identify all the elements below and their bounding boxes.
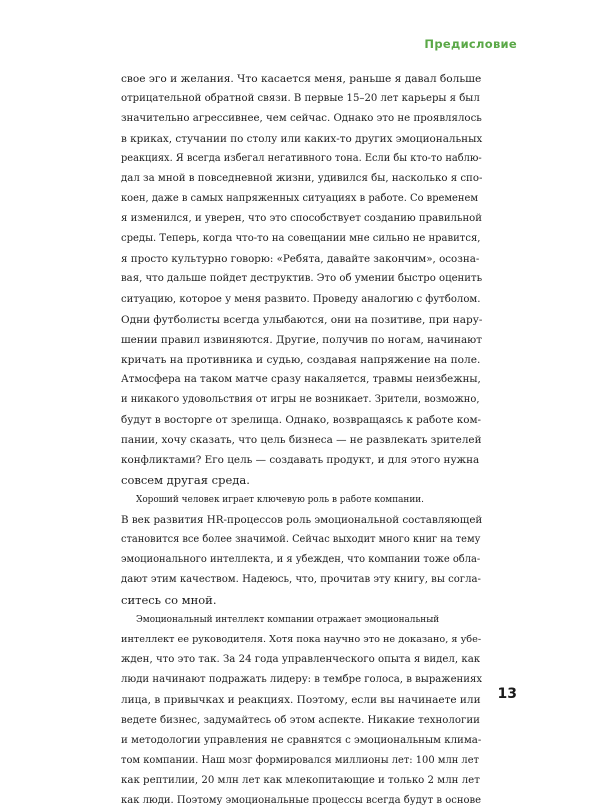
text-line: жден, что это так. За 24 года управленческого опыта я видел, как (121, 654, 481, 666)
text-line: как рептилии, 20 млн лет как млекопитающие и только 2 млн лет (121, 774, 480, 786)
text-line: пании, хочу сказать, что цель бизнеса — не развлекать зрителей (121, 433, 482, 446)
text-line: становится все более значимой. Сейчас выходит много книг на тему (121, 534, 481, 546)
text-line: вая, что дальше пойдет деструктив. Это об умении быстро оценить (121, 273, 483, 285)
text-line: отрицательной обратной связи. В первые 15–20 лет карьеры я был (121, 93, 480, 105)
text-line: среды. Теперь, когда что-то на совещании мне сильно не нравится, (121, 233, 481, 245)
text-line: коен, даже в самых напряженных ситуациях в работе. Со временем (121, 193, 479, 205)
text-line: ведете бизнес, задумайтесь об этом аспекте. Никакие технологии (121, 714, 480, 726)
text-line: лица, в привычках и реакциях. Поэтому, если вы начинаете или (121, 694, 481, 707)
text-line: дал за мной в повседневной жизни, удивился бы, насколько я спо- (121, 173, 483, 185)
paragraph-3 (121, 610, 481, 810)
text-line: Хороший человек играет ключевую роль в работе компании. (136, 494, 424, 505)
page-number: 13 (497, 686, 517, 702)
text-line: конфликтами? Его цель — создавать продукт, и для этого нужна (121, 453, 480, 466)
text-line: свое эго и желания. Что касается меня, раньше я давал больше (121, 73, 482, 85)
text-line: я просто культурно говорю: «Ребята, давайте закончим», осозна- (121, 253, 480, 266)
text-line: я изменился, и уверен, что это способствует созданию правильной (121, 213, 482, 225)
text-line: будут в восторге от зрелища. Однако, возвращаясь к работе ком- (121, 413, 482, 426)
text-line: люди начинают подражать лидеру: в тембре голоса, в выражениях (121, 674, 483, 686)
running-head-section-title: Предисловие (424, 37, 517, 51)
text-line: Одни футболисты всегда улыбаются, они на позитиве, при нару- (121, 313, 483, 326)
paragraph-2 (121, 490, 481, 610)
text-line: реакциях. Я всегда избегал негативного тона. Если бы кто-то наблю- (121, 153, 482, 165)
text-line: Атмосфера на таком матче сразу накаляется, травмы неизбежны, (121, 373, 481, 385)
text-line: кричать на противника и судью, создавая напряжение на поле. (121, 353, 481, 366)
text-line: В век развития HR-процессов роль эмоциональной составляющей (121, 514, 483, 527)
paragraph-1 (121, 69, 481, 490)
text-line: Эмоциональный интеллект компании отражает эмоциональный (136, 615, 440, 626)
text-line: эмоционального интеллекта, и я убежден, что компании тоже обла- (121, 554, 481, 566)
text-line: совсем другая среда. (121, 472, 250, 487)
text-line: ситуацию, которое у меня развито. Проведу аналогию с футболом. (121, 293, 481, 305)
text-line: и методологии управления не сравнятся с эмоциональным клима- (121, 734, 482, 746)
text-line: как люди. Поэтому эмоциональные процессы всегда будут в основе (121, 794, 482, 806)
text-line: дают этим качеством. Надеюсь, что, прочитав эту книгу, вы согла- (121, 574, 481, 586)
text-line: значительно агрессивнее, чем сейчас. Однако это не проявлялось (121, 113, 482, 125)
text-line: интеллект ее руководителя. Хотя пока научно это не доказано, я убе- (121, 634, 482, 646)
text-line: том компании. Наш мозг формировался миллионы лет: 100 млн лет (121, 754, 480, 766)
body-text (121, 69, 481, 811)
text-line: ситесь со мной. (121, 593, 217, 608)
text-line: и никакого удовольствия от игры не возникает. Зрители, возможно, (121, 393, 480, 405)
text-line: в криках, стучании по столу или каких-то других эмоциональных (121, 133, 483, 146)
text-line: шении правил извиняются. Другие, получив по ногам, начинают (121, 333, 482, 346)
